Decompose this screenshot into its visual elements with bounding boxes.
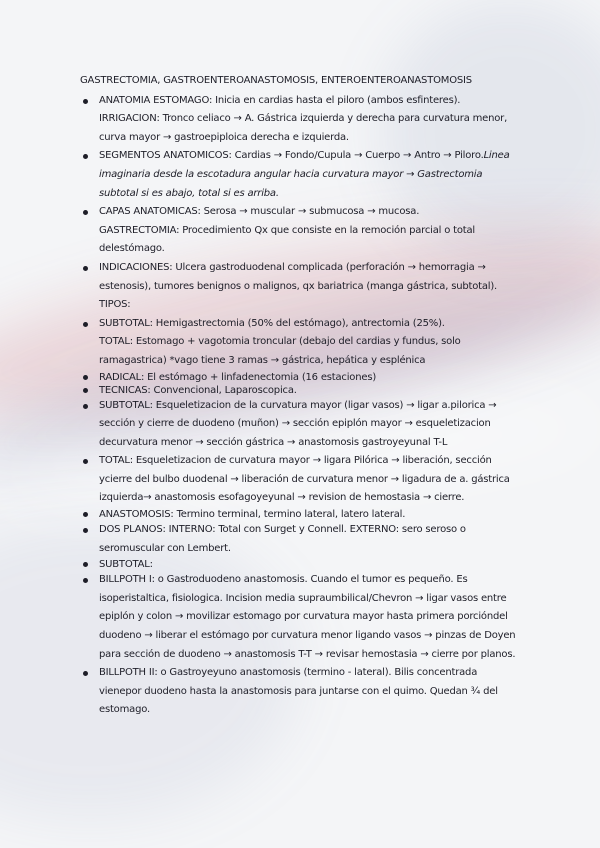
indicaciones-text: INDICACIONES: Ulcera gastroduodenal complicada (perforación → hemorragia → estenosis), tumores benignos o malignos, qx bariatrica (manga gástrica, subtotal). [99,261,498,292]
list-item-tecnicas: TECNICAS: Convencional, Laparoscopica. [80,384,520,397]
list-item-segmentos [80,147,520,203]
list-item-subtotal [80,315,520,371]
list-item-billroth-2: BILLPOTH II: o Gastroyeyuno anastomosis (termino - lateral). Bilis concentrada vienepor duodeno hasta la anastomosis para juntarse con el quimo. Quedan ¾ del estomago. [80,664,520,720]
list-item-subtotal-heading: SUBTOTAL: [80,558,520,571]
notes-list [80,92,520,720]
tipos-heading: TIPOS: [99,299,131,311]
list-item-indicaciones [80,259,520,315]
list-item-subtotal-technique: SUBTOTAL: Esqueletizacion de la curvatura mayor (ligar vasos) → ligar a.pilorica → sección y cierre de duodeno (muñon) → sección epiplón mayor → esqueletizacion decurvatura menor → sección gástrica → anastomosis gastroyeyunal T-L [80,397,520,453]
list-item-total-technique: TOTAL: Esqueletizacion de curvatura mayor → ligara Pilórica → liberación, sección ycierre del bulbo duodenal → liberación de curvatura menor → ligadura de a. gástrica izquierda→ anastomosis esofagoyeyunal → revision de hemostasia → cierre. [80,452,520,508]
irrigacion-text: IRRIGACION: Tronco celiaco → A. Gástrica izquierda y derecha para curvatura menor, curva mayor → gastroepiploica derecha e izquierda. [99,113,508,143]
segmentos-italic-note: Linea imaginaria desde la escotadura angular hacia curvatura mayor → Gastrectomia subtotal si es abajo, total si es arriba. [99,150,510,199]
list-item-dos-planos: DOS PLANOS: INTERNO: Total con Surget y Connell. EXTERNO: sero seroso o seromuscular con Lembert. [80,521,520,558]
gastrectomia-definition: GASTRECTOMIA: Procedimiento Qx que consiste en la remoción parcial o total delestómago. [99,224,475,255]
subtotal-text: SUBTOTAL: Hemigastrectomia (50% del estómago), antrectomia (25%). [99,317,445,329]
document-title: GASTRECTOMIA, GASTROENTEROANASTOMOSIS, ENTEROENTEROANASTOMOSIS [80,75,472,86]
total-vagotomia-text: TOTAL: Estomago + vagotomia troncular (debajo del cardias y fundus, solo ramagastrica) *vago tiene 3 ramas → gástrica, hepática y esplénica [99,336,461,366]
list-item-radical: RADICAL: El estómago + linfadenectomia (16 estaciones) [80,371,520,384]
list-item-anatomia [80,92,520,148]
segmentos-text: SEGMENTOS ANATOMICOS: Cardias → Fondo/Cupula → Cuerpo → Antro → Piloro. [99,150,484,162]
document-body [80,72,520,720]
list-item-billroth-1: BILLPOTH I: o Gastroduodeno anastomosis. Cuando el tumor es pequeño. Es isoperistaltica, fisiologica. Incision media supraumbilical/Chevron → ligar vasos entre epiplón y colon → movilizar estomago por curvatura mayor hasta primera porcióndel duodeno → liberar el estómago por curvatura menor ligando vasos → pinzas de Doyen para sección de duodeno → anastomosis T-T → revisar hemostasia → cierre por planos. [80,571,520,664]
list-item-anastomosis: ANASTOMOSIS: Termino terminal, termino lateral, latero lateral. [80,508,520,521]
anatomia-text: ANATOMIA ESTOMAGO: Inicia en cardias hasta el piloro (ambos esfinteres). [99,94,461,106]
capas-text: CAPAS ANATOMICAS: Serosa → muscular → submucosa → mucosa. [99,206,420,218]
list-item-capas [80,203,520,259]
